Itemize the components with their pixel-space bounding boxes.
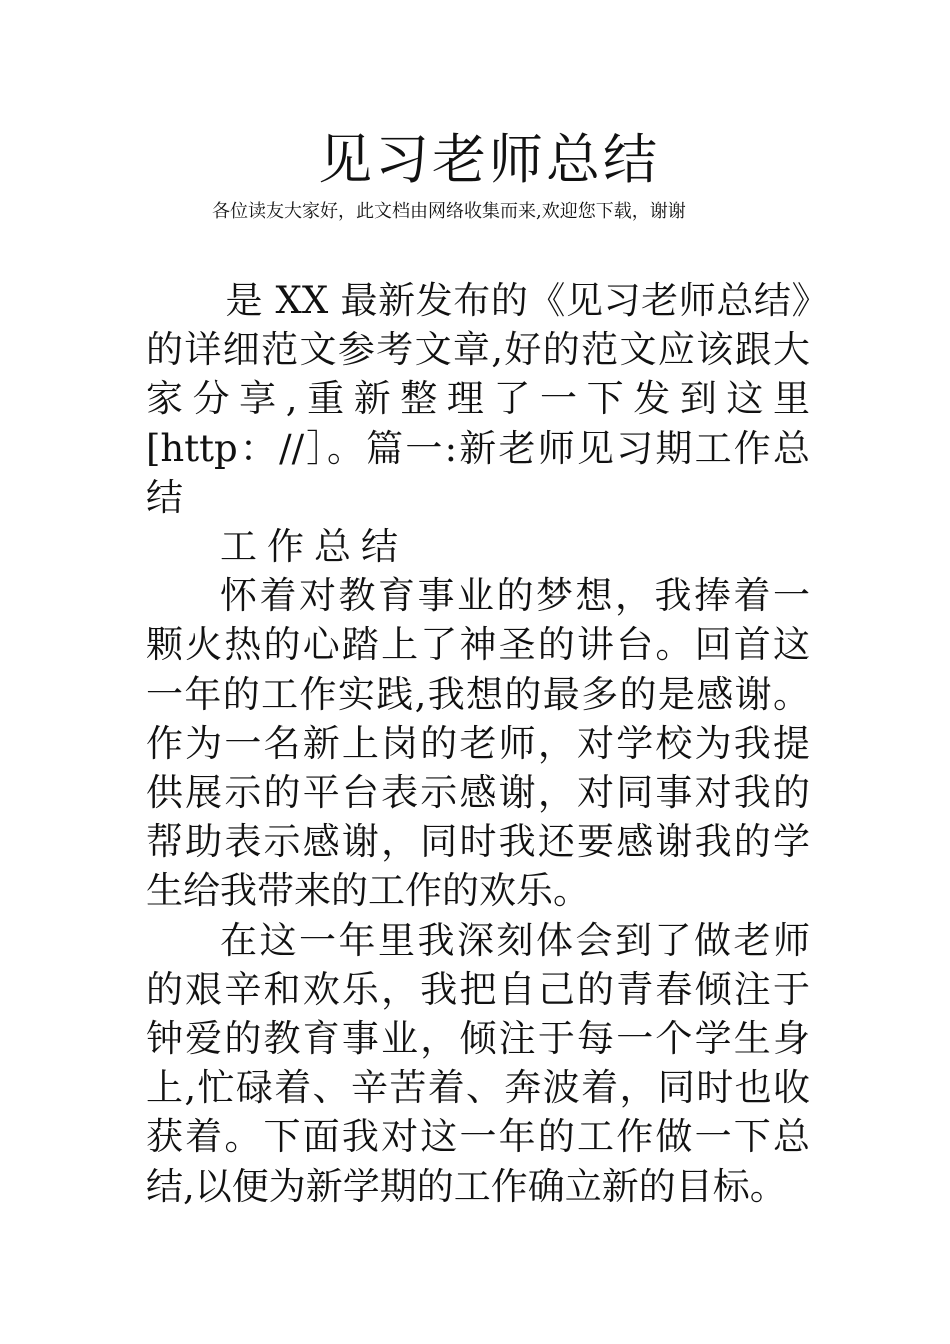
paragraph-intro: 是 XX 最新发布的《见习老师总结》的详细范文参考文章,好的范文应该跟大家分享,重新整理了一下发到这里[http：//］。篇一:新老师见习期工作总结 (146, 279, 810, 519)
paragraph-reflection: 在这一年里我深刻体会到了做老师的艰辛和欢乐，我把自己的青春倾注于钟爱的教育事业，倾注于每一个学生身上,忙碌着、辛苦着、奔波着，同时也收获着。下面我对这一年的工作做一下总结,以便为新学期的工作确立新的目标。 (146, 918, 810, 1208)
paragraph-gratitude: 怀着对教育事业的梦想，我捧着一颗火热的心踏上了神圣的讲台。回首这一年的工作实践,我想的最多的是感谢。作为一名新上岗的老师，对学校为我提供展示的平台表示感谢，对同事对我的帮助表示感谢，同时我还要感谢我的学生给我带来的工作的欢乐。 (146, 574, 810, 913)
document-title: 见习老师总结 (318, 128, 660, 191)
document-subtitle: 各位读友大家好，此文档由网络收集而来,欢迎您下载，谢谢 (212, 201, 686, 222)
document-body (146, 276, 810, 1211)
section-heading: 工作总结 (220, 525, 408, 569)
